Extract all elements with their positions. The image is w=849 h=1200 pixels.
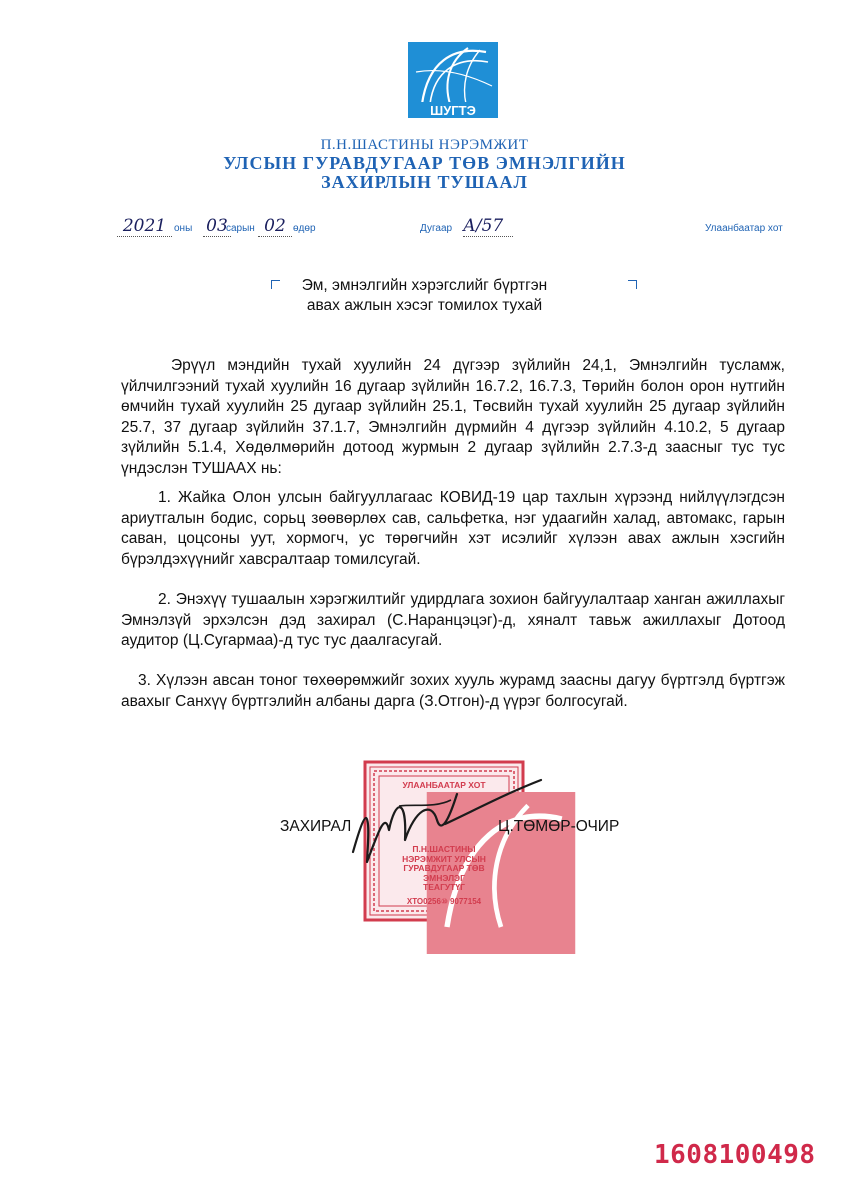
- year-value: 2021: [117, 216, 172, 237]
- month-value: 03: [203, 216, 231, 237]
- serial-number: 1608100498: [654, 1140, 816, 1170]
- logo-text: ШУГТЭ: [430, 103, 476, 118]
- month-suffix: сарын: [226, 223, 255, 234]
- header-line-1: П.Н.ШАСТИНЫ НЭРЭМЖИТ: [320, 137, 529, 153]
- stamp-name-line: НЭРЭМЖИТ УЛСЫН: [402, 853, 486, 864]
- stamp-name-line: П.Н.ШАСТИНЫ: [412, 844, 476, 854]
- date-line: [0, 216, 849, 240]
- signatory-title: ЗАХИРАЛ: [280, 818, 352, 835]
- preamble-paragraph: Эрүүл мэндийн тухай хуулийн 24 дүгээр зүйлийн 24,1, Эмнэлгийн тусламж, үйлчилгээний тухай хуулийн 16 дугаар зүйлийн 16.7.2, 16.7.3, Төрийн болон орон нутгийн өмчийн тухай хуулийн 25 дугаар зүйлийн 25.1, Төсвийн тухай хуулийн 25 дугаар зүйлийн 25.7, 37 дугаар зүйлийн 37.1.7, Эмнэлгийн дүрмийн 4 дүгээр зүйлийн 4.10.2, 5 дугаар зүйлийн 5.1.4, Хөдөлмөрийн дотоод журмын 2 дугаар зүйлийн 2.7.3-д заасныг тус тус үндэслэн ТУШААХ нь:: [121, 357, 785, 477]
- document-title: ЗАХИРЛЫН ТУШААЛ: [321, 172, 528, 192]
- day-value: 02: [258, 216, 292, 237]
- signatory-name: Ц.ТӨМӨР-ОЧИР: [498, 818, 620, 835]
- order-item-2: 2. Энэхүү тушаалын хэрэгжилтийг удирдлага зохион байгуулалтаар ханган ажиллахыг Эмнэлзүй эрхэлсэн дэд захирал (С.Наранцэцэг)-д, хяналт тавьж ажиллахыг Дотоод аудитор (Ц.Сугармаа)-д тус тус даалгасугай.: [121, 591, 785, 649]
- stamp-name-line: ТЕАГУТҮГ: [423, 882, 465, 892]
- stamp-name-line: ЭМНЭЛЭГ: [423, 872, 465, 883]
- stamp-name-line: ГУРАВДУГААР ТӨВ: [403, 863, 485, 873]
- handwritten-signature: [345, 770, 545, 880]
- hospital-emblem-icon: [408, 42, 498, 118]
- day-suffix: өдөр: [293, 223, 316, 234]
- stamp-registration: ХТО0256⑩ 9077154: [406, 897, 482, 906]
- hospital-logo: [408, 42, 498, 118]
- number-label: Дугаар: [420, 223, 453, 234]
- subject-line-1: Эм, эмнэлгийн хэрэгслийг бүртгэн: [301, 277, 548, 294]
- year-suffix: оны: [174, 223, 193, 234]
- subject-line-2: авах ажлын хэсэг томилох тухай: [306, 297, 543, 314]
- subject: [0, 276, 849, 316]
- order-number: А/57: [463, 216, 513, 237]
- stamp-city: УЛААНБААТАР ХОТ: [402, 780, 486, 790]
- order-item-3: 3. Хүлээн авсан тоног төхөөрөмжийг зохих хууль журамд заасны дагуу бүртгэлд бүртгэж авахыг Санхүү бүртгэлийн албаны дарга (З.Отгон)-д үүрэг болгосугай.: [121, 672, 785, 710]
- header-line-2: УЛСЫН ГУРАВДУГААР ТӨВ ЭМНЭЛГИЙН: [223, 153, 626, 173]
- city-label: Улаанбаатар хот: [705, 223, 783, 234]
- order-item-1: 1. Жайка Олон улсын байгууллагаас КОВИД-19 цар тахлын хүрээнд нийлүүлэгдсэн ариутгалын бодис, сорьц зөөвөрлөх сав, сальфетка, нэг удаагийн халад, автомакс, гарын саван, цоцсоны уут, хормогч, ус төрөгчийн хэт исэлийг хүлээн авах ажлын хэсгийн бүрэлдэхүүнийг хавсралтаар томилсугай.: [121, 489, 785, 568]
